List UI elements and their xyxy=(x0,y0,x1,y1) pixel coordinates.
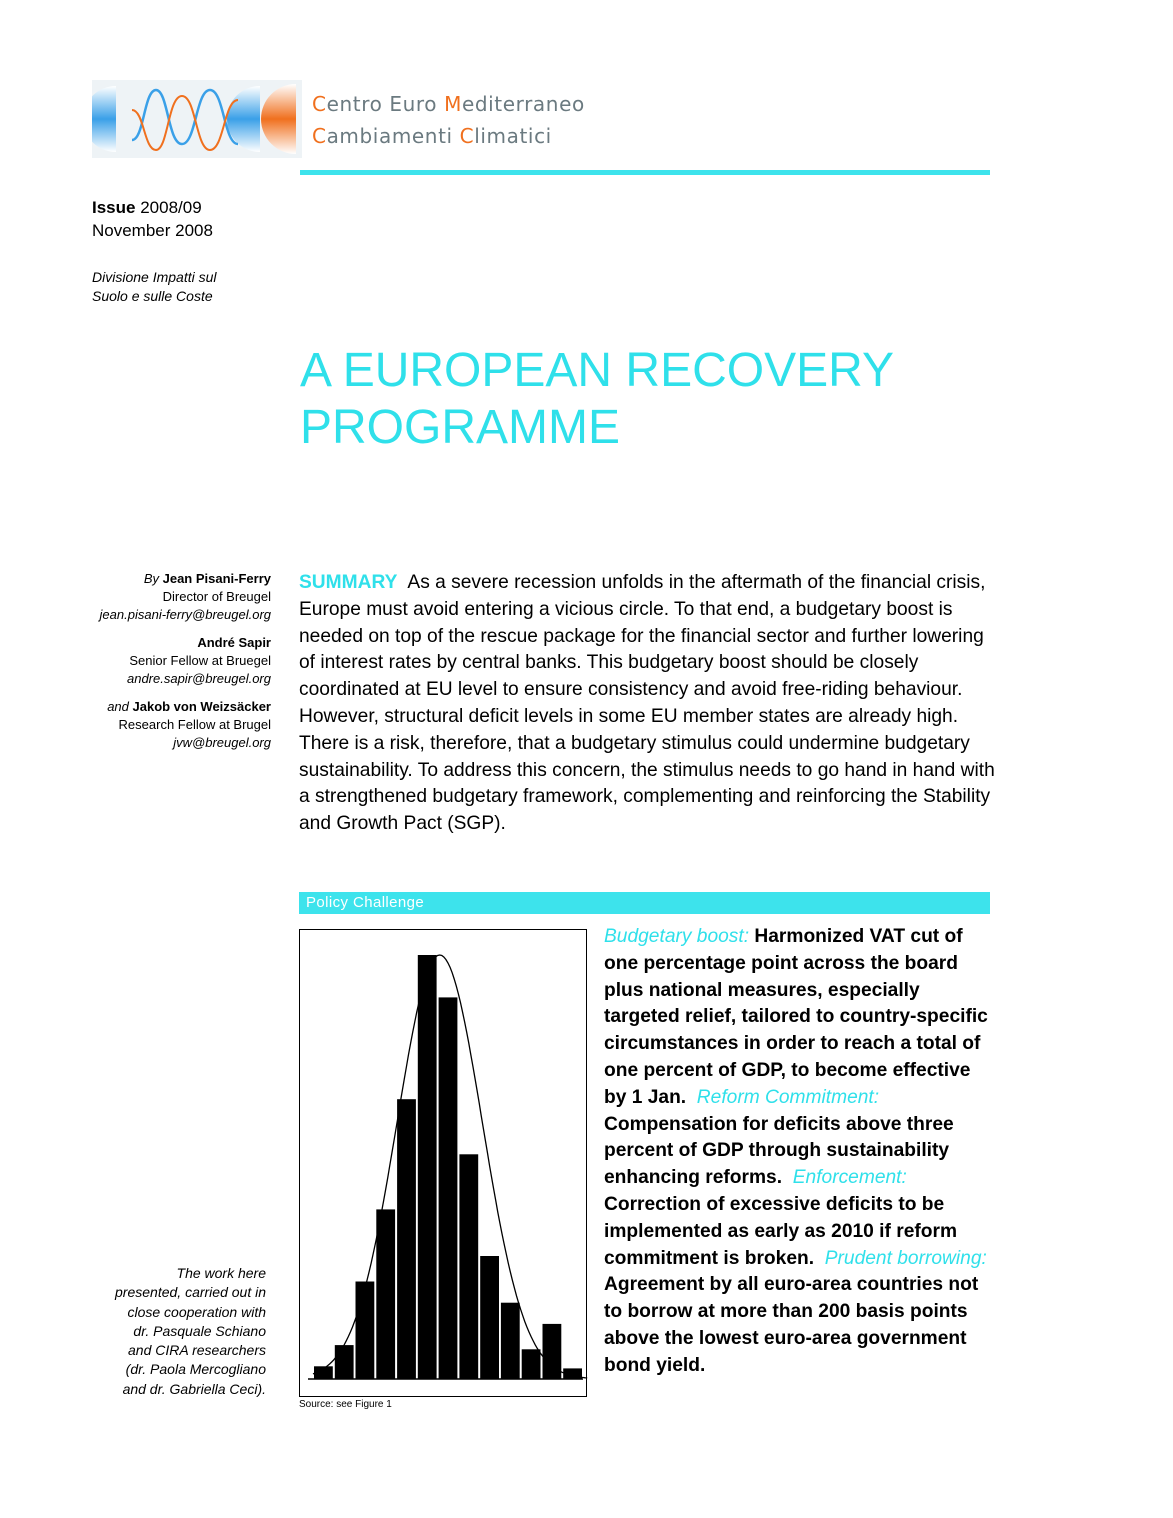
issue-label: Issue xyxy=(92,198,136,217)
author-prefix: and xyxy=(107,699,133,714)
side-note-line: and dr. Gabriella Ceci). xyxy=(122,1380,266,1397)
side-note-line: close cooperation with xyxy=(127,1303,266,1320)
side-note-line: and CIRA researchers xyxy=(128,1342,266,1359)
summary xyxy=(299,570,1004,838)
author-role: Research Fellow at Brugel xyxy=(118,717,271,732)
policy-text: Correction of excessive deficits to be implemented as early as 2010 if reform commitment is broken. xyxy=(604,1193,958,1269)
logo-line-2 xyxy=(312,124,552,148)
logo-text-part: C xyxy=(312,124,327,148)
side-note-line: presented, carried out in xyxy=(115,1284,266,1301)
policy-text: Compensation for deficits above three percent of GDP through sustainability enhancing reforms. xyxy=(604,1113,954,1189)
policy-challenge-text xyxy=(604,924,996,1380)
division-name xyxy=(92,268,217,306)
title-line-2: PROGRAMME xyxy=(300,401,621,454)
top-divider xyxy=(300,170,990,175)
histogram-bar xyxy=(480,1256,499,1379)
issue-number: 2008/09 xyxy=(140,198,202,217)
author-name: André Sapir xyxy=(197,635,271,650)
histogram-figure xyxy=(299,929,587,1397)
author-name: Jakob von Weizsäcker xyxy=(132,699,271,714)
division-line-1: Divisione Impatti sul xyxy=(92,269,217,285)
policy-challenge-header xyxy=(299,892,990,914)
policy-keyword: Prudent borrowing: xyxy=(814,1247,987,1269)
author-list xyxy=(60,570,271,762)
author-email: jean.pisani-ferry@breugel.org xyxy=(99,607,271,622)
policy-text: Agreement by all euro-area countries not to borrow at more than 200 basis points above the lowest euro-area government bond yield. xyxy=(604,1274,979,1376)
author-role: Director of Breugel xyxy=(162,589,271,604)
policy-keyword: Reform Commitment: xyxy=(686,1086,880,1108)
histogram-bar xyxy=(501,1303,520,1379)
issue-date: November 2008 xyxy=(92,221,213,240)
logo-line-1 xyxy=(312,92,585,116)
logo-mark-icon xyxy=(92,80,302,158)
page-title xyxy=(300,342,1000,456)
policy-keyword: Budgetary boost: xyxy=(604,926,750,947)
author-email: andre.sapir@breugel.org xyxy=(126,671,271,686)
side-note-line: dr. Pasquale Schiano xyxy=(133,1322,266,1339)
author-entry xyxy=(60,698,271,752)
author-entry xyxy=(60,570,271,624)
logo-text-part: editerraneo xyxy=(461,92,585,116)
logo-text-part: M xyxy=(444,92,462,116)
logo-text-part: C xyxy=(459,124,475,148)
author-entry xyxy=(60,634,271,688)
policy-text: Harmonized VAT cut of one percentage point across the board plus national measures, especially targeted relief, tailored to country-specific circumstances in order to reach a total of one percent of GDP, to become effective by 1 Jan. xyxy=(604,926,988,1108)
side-note xyxy=(70,1264,266,1399)
author-prefix: By xyxy=(143,571,163,586)
policy-challenge-header-label: Policy Challenge xyxy=(306,894,425,911)
histogram-bar xyxy=(439,997,458,1379)
histogram-bar xyxy=(418,955,437,1379)
figure-source: Source: see Figure 1 xyxy=(299,1399,392,1410)
histogram-bar xyxy=(397,1099,416,1379)
logo-text-part: entro Euro xyxy=(326,92,445,116)
author-name: Jean Pisani-Ferry xyxy=(162,571,271,586)
policy-keyword: Enforcement: xyxy=(782,1167,907,1189)
summary-label: SUMMARY xyxy=(299,572,398,593)
title-line-1: A EUROPEAN RECOVERY xyxy=(300,344,894,397)
histogram-bar xyxy=(376,1209,395,1379)
author-role: Senior Fellow at Bruegel xyxy=(129,653,271,668)
side-note-line: The work here xyxy=(176,1265,266,1281)
histogram-bar xyxy=(356,1282,375,1380)
logo-text-part: ambiamenti xyxy=(326,124,460,148)
division-line-2: Suolo e sulle Coste xyxy=(92,288,213,304)
histogram-chart xyxy=(300,930,588,1398)
logo xyxy=(92,80,622,158)
author-email: jvw@breugel.org xyxy=(173,735,271,750)
side-note-line: (dr. Paola Mercogliano xyxy=(125,1361,266,1378)
histogram-bar xyxy=(522,1349,541,1379)
histogram-bar xyxy=(335,1345,354,1379)
histogram-bar xyxy=(459,1154,478,1379)
summary-text: As a severe recession unfolds in the aftermath of the financial crisis, Europe must avoid entering a vicious circle. To that end, a budgetary boost is needed on top of the rescue package for the financial sector and further lowering of interest rates by central banks. This budgetary boost should be closely coordinated at EU level to ensure consistency and avoid free-riding behaviour. However, structural deficit levels in some EU member states are already high. There is a risk, therefore, that a budgetary stimulus could undermine budgetary sustainability. To address this concern, the stimulus needs to go hand in hand with a strengthened budgetary framework, complementing and reinforcing the Stability and Growth Pact (SGP). xyxy=(299,572,995,835)
issue-info xyxy=(92,196,213,242)
logo-text-part: C xyxy=(312,92,327,116)
logo-text-part: limatici xyxy=(474,124,552,148)
